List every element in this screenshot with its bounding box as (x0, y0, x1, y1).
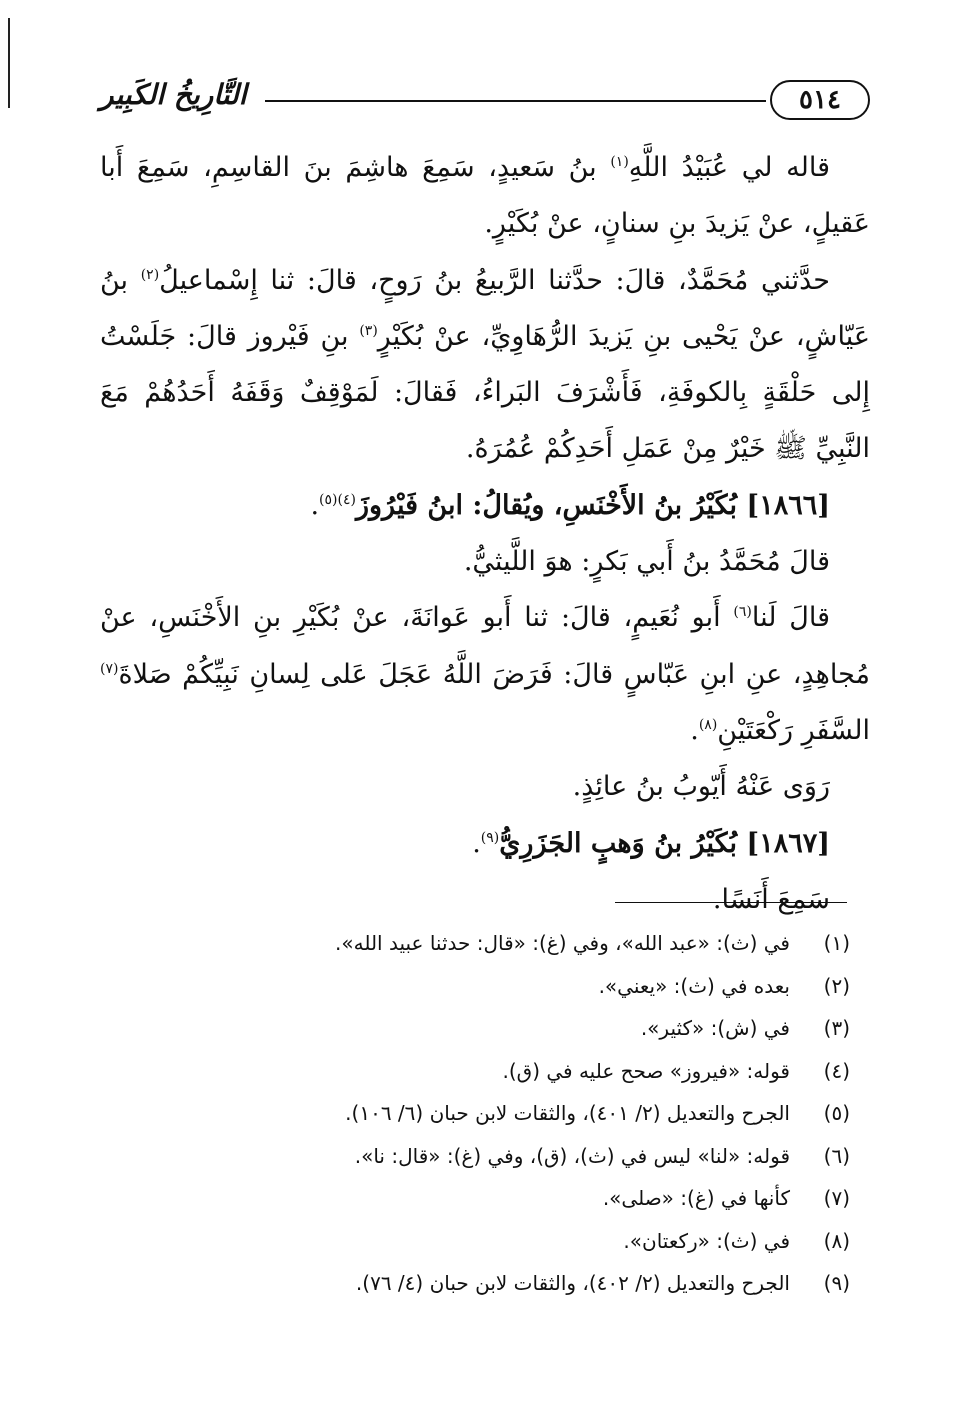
footnote-ref: (٦) (733, 604, 752, 621)
header-rule (265, 100, 766, 102)
footnote-number: (٨) (823, 1228, 850, 1253)
footnote-ref: (٨) (698, 716, 718, 733)
footnote-number: (٣) (823, 1016, 850, 1040)
text-run: بنُ سَعيدٍ، سَمِعَ هاشِمَ بنَ القاسِمِ، سَمِعَ أَبا عَقيلٍ، عنْ يَزيدَ بنِ سنانٍ، عنْ بُكَيْرٍ. (100, 152, 870, 240)
footnote-ref: (٣) (359, 322, 378, 339)
footnote (100, 1220, 850, 1263)
footnotes (100, 922, 850, 1305)
footnote (100, 1262, 850, 1305)
running-title: التَّارِيخُ الكَبِير (100, 78, 247, 111)
footnote-text: في (ش): «كثير». (640, 1016, 790, 1040)
footnote-text: بعده في (ث): «يعني». (598, 973, 790, 998)
text-run: حدَّثني مُحَمَّدٌ، قالَ: حدَّثنا الرَّبيعُ بنُ رَوحٍ، قالَ: ثنا إِسْماعيلُ (159, 264, 831, 296)
paragraph (100, 759, 870, 815)
footnote (100, 1007, 850, 1050)
text-run: . (310, 489, 320, 521)
footnote-ref: (٤)(٥) (319, 491, 356, 508)
entry-1866 (100, 478, 870, 534)
footnote (100, 1092, 850, 1135)
text-run: قاله لي عُبَيْدُ اللَّهِ (628, 152, 830, 183)
footnote-ref: (٢) (140, 266, 160, 283)
text-run: قالَ مُحَمَّدُ بنُ أَبي بَكرٍ: هوَ اللَّيثيُّ. (463, 546, 830, 578)
text-run: أَبو نُعَيمٍ، قالَ: ثنا أَبو عَوانَةَ، عنْ بُكَيْرِ بنِ الأَخْنَسِ، عنْ مُجاهِدٍ، عنِ ابنِ عَبّاسٍ قالَ: فَرَضَ اللَّهُ عَجَلَ عَلى لِسانِ نَبِيِّكُمْ صَلاةَ (100, 602, 870, 690)
text-run: السَّفَرِ رَكْعَتَيْنِ (717, 714, 870, 746)
paragraph (100, 534, 870, 590)
footnote-number: (١) (823, 931, 850, 955)
footnote-number: (٤) (823, 1058, 850, 1083)
footnote-text: قوله: «فيروز» صحح عليه في (ق). (502, 1058, 790, 1083)
footnote (100, 965, 850, 1008)
footnote-number: (٩) (823, 1271, 850, 1295)
footnote-ref: (٩) (480, 829, 500, 846)
footnote-text: الجرح والتعديل (٢/ ٤٠١)، والثقات لابن حبان (٦/ ١٠٦). (345, 1101, 790, 1125)
footnote (100, 1050, 850, 1093)
scan-edge-mark (8, 58, 10, 108)
footnote-ref: (٧) (100, 660, 119, 677)
text-run: رَوَى عَنْهُ أَيّوبُ بنُ عائِذٍ. (572, 771, 830, 803)
footnote-number: (٧) (823, 1186, 850, 1210)
footnote-number: (٦) (823, 1143, 850, 1168)
entry-1867 (100, 816, 870, 872)
text-run: سَمِعَ أَنَسًا. (712, 883, 830, 915)
footnote-text: الجرح والتعديل (٢/ ٤٠٢)، والثقات لابن حبان (٤/ ٧٦). (355, 1271, 790, 1295)
paragraph (100, 590, 870, 759)
text-run: . (472, 827, 481, 859)
page-number: ٥١٤ (770, 80, 870, 120)
text-run: قالَ لَنا (751, 602, 831, 634)
footnote (100, 1135, 850, 1178)
footnote-text: قوله: «لنا» ليس في (ث)، (ق)، وفي (غ): «قال: نا». (354, 1143, 790, 1168)
footnote-text: كأنها في (غ): «صلى». (602, 1186, 790, 1210)
scan-edge-mark (8, 18, 10, 58)
footnote (100, 1177, 850, 1220)
page-header (100, 78, 870, 128)
text-run: . (690, 714, 699, 746)
footnote-ref: (١) (610, 154, 629, 170)
footnote-separator (615, 902, 847, 903)
text-run: بنِ فَيْروز قالَ: جَلَسْتُ إِلى حَلْقَةٍ بِالكوفَةِ، فَأَشْرَفَ البَراءُ، فَقالَ: لَمَوْقِفٌ وَقَفَهُ أَحَدُهُمْ مَعَ النَّبِيِّ ﷺ خَيْرٌ مِنْ عَمَلِ أَحَدِكُمْ عُمُرَهُ. (100, 320, 870, 465)
footnote-number: (٢) (823, 973, 850, 998)
entry-heading: [١٨٦٦] بُكَيْرُ بنُ الأَخْنَسِ، ويُقالُ: ابنُ فَيْرُوزَ (355, 489, 830, 521)
footnote-number: (٥) (823, 1101, 850, 1125)
entry-heading: [١٨٦٧] بُكَيْرُ بنُ وَهبٍ الجَزَرِيُّ (499, 827, 830, 859)
paragraph (100, 872, 870, 928)
footnote-text: في (ث): «عبد الله»، وفي (غ): «قال: حدثنا عبيد الله». (335, 931, 790, 955)
text-run: بنُ عَيّاشٍ، عنْ يَحْيى بنِ يَزيدَ الرُّهَاوِيِّ، عنْ بُكَيْرٍ (100, 264, 870, 352)
footnote-text: في (ث): «ركعتان». (623, 1228, 790, 1253)
paragraph (100, 140, 870, 253)
paragraph (100, 253, 870, 478)
main-text (100, 140, 870, 928)
footnote (100, 922, 850, 965)
